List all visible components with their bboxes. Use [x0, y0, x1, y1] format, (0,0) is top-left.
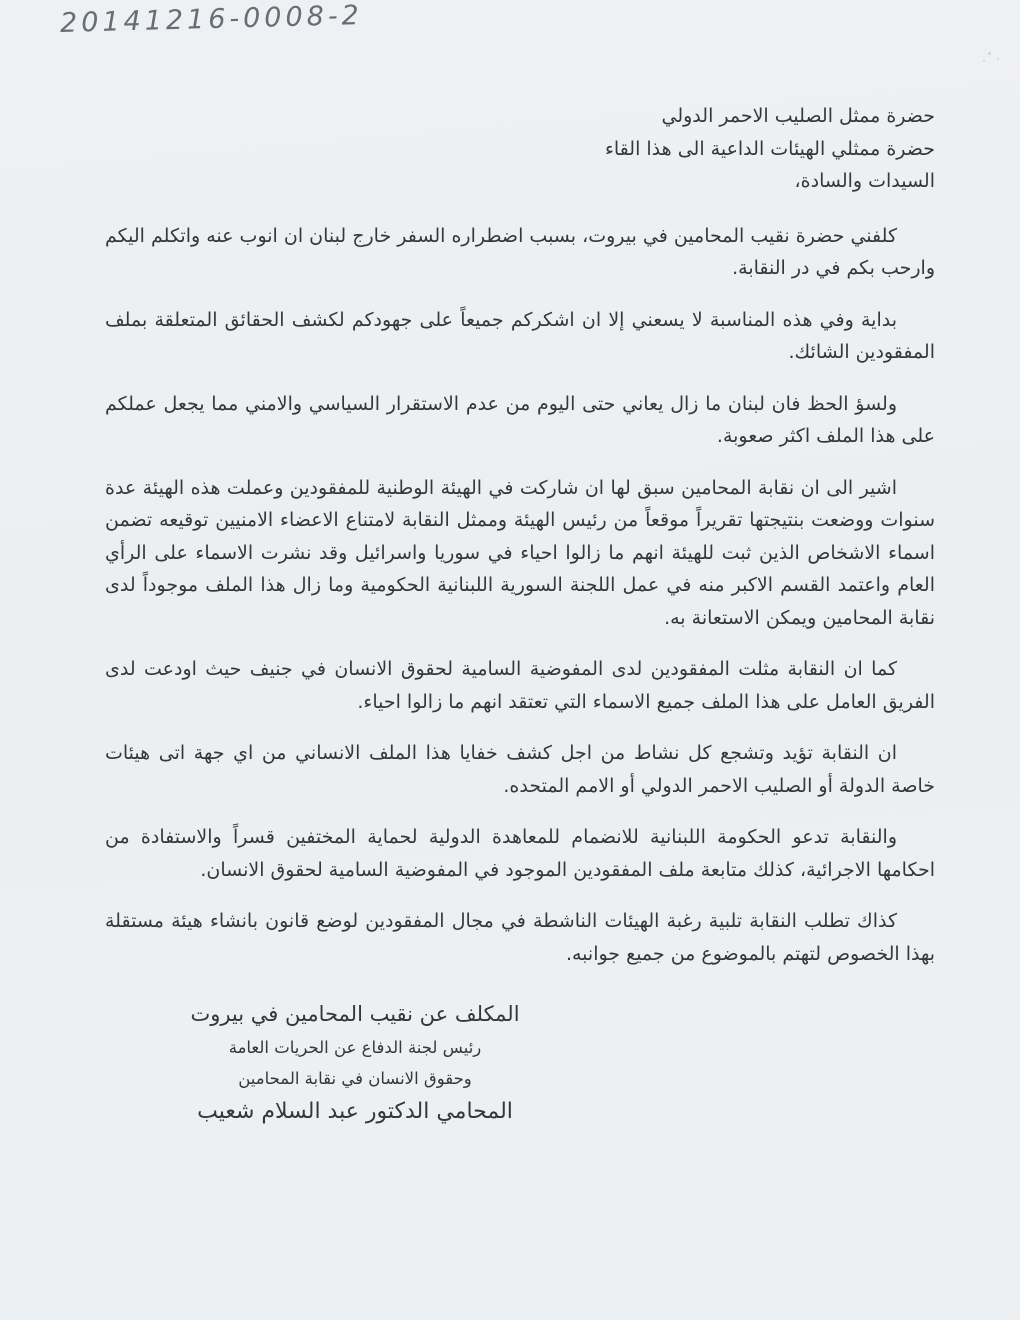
body-paragraph-4: اشير الى ان نقابة المحامين سبق لها ان شاركت في الهيئة الوطنية للمفقودين وعملت هذه الهيئة عدة سنوات ووضعت بنتيجتها تقريراً موقعاً من رئيس الهيئة وممثل النقابة لامتناع الاعضاء الامنيين توقيعه تضمن اسماء الاشخاص الذين ثبت للهيئة انهم ما زالوا احياء في سوريا واسرائيل وقد نشرت الاسماء على الرأي العام واعتمد القسم الاكبر منه في عمل اللجنة السورية اللبنانية الحكومية وما زال هذا الملف موجوداً لدى نقابة المحامين ويمكن الاستعانة به. [105, 476, 935, 629]
signature-block [140, 997, 570, 1130]
letter-body [105, 100, 935, 1130]
body-paragraph-3: ولسؤ الحظ فان لبنان ما زال يعاني حتى اليوم من عدم الاستقرار السياسي والامني مما يجعل عملكم على هذا الملف اكثر صعوبة. [105, 392, 935, 447]
signatory-committee-line: رئيس لجنة الدفاع عن الحريات العامة [228, 1038, 482, 1057]
scan-speck [997, 58, 999, 60]
handwritten-reference-number: 20141216-0008-2 [59, 0, 364, 39]
recipient-block [105, 100, 935, 198]
scan-speck [988, 52, 991, 55]
salutation-line: السيدات والسادة، [794, 170, 935, 192]
recipient-line-red-cross: حضرة ممثل الصليب الاحمر الدولي [661, 105, 935, 127]
signatory-name-line: المحامي الدكتور عبد السلام شعيب [197, 1099, 513, 1124]
signatory-role-line: المكلف عن نقيب المحامين في بيروت [190, 1002, 520, 1026]
signatory-committee-line-2: وحقوق الانسان في نقابة المحامين [238, 1069, 472, 1088]
recipient-line-inviting-bodies: حضرة ممثلي الهيئات الداعية الى هذا القاء [604, 137, 935, 160]
scan-speck [983, 60, 985, 62]
body-paragraph-2: بداية وفي هذه المناسبة لا يسعني إلا ان اشكركم جميعاً على جهودكم لكشف الحقائق المتعلقة بملف المفقودين الشائك. [105, 308, 935, 363]
body-paragraph-6: ان النقابة تؤيد وتشجع كل نشاط من اجل كشف خفايا هذا الملف الانساني من اي جهة اتى هيئات خاصة الدولة أو الصليب الاحمر الدولي أو الامم المتحده. [105, 742, 935, 797]
body-paragraph-5: كما ان النقابة مثلت المفقودين لدى المفوضية السامية لحقوق الانسان في جنيف حيث اودعت لدى الفريق العامل على هذا الملف جميع الاسماء التي تعتقد انهم ما زالوا احياء. [105, 658, 935, 713]
body-paragraph-8: كذاك تطلب النقابة تلبية رغبة الهيئات الناشطة في مجال المفقودين لوضع قانون بانشاء هيئة مستقلة بهذا الخصوص لتهتم بالموضوع من جميع جوانبه. [105, 910, 935, 965]
body-paragraph-7: والنقابة تدعو الحكومة اللبنانية للانضمام للمعاهدة الدولية لحماية المختفين قسراً والاستفادة من احكامها الاجرائية، كذلك متابعة ملف المفقودين الموجود في المفوضية السامية لحقوق الانسان. [105, 826, 935, 881]
body-paragraph-1: كلفني حضرة نقيب المحامين في بيروت، بسبب اضطراره السفر خارج لبنان ان انوب عنه واتكلم اليكم وارحب بكم في در النقابة. [105, 224, 935, 279]
